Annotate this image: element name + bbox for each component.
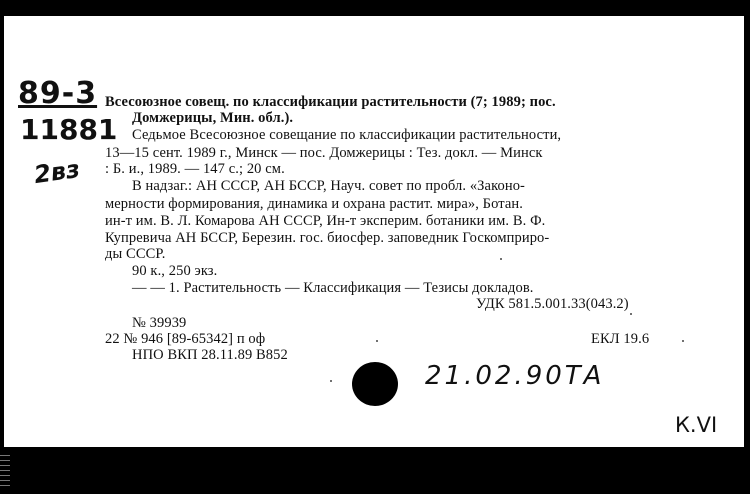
card-publisher-line: НПО ВКП 28.11.89 В852 bbox=[132, 347, 288, 363]
dust-speck bbox=[630, 313, 632, 315]
card-record-number: № 39939 bbox=[132, 315, 187, 331]
handwritten-scribble: 2вз bbox=[32, 154, 82, 190]
dust-speck bbox=[330, 380, 332, 382]
card-body-line: Купревича АН БССР, Березин. гос. биосфер. заповедник Госкомприро- bbox=[105, 230, 550, 246]
card-body-line: 13—15 сент. 1989 г., Минск — пос. Домжерицы : Тез. докл. — Минск bbox=[105, 145, 543, 161]
handwritten-corner-mark: К.VI bbox=[675, 413, 718, 437]
handwritten-date-note: 21.02.90ТА bbox=[425, 361, 605, 391]
card-body-line: ин-т им. В. Л. Комарова АН СССР, Ин-т эксперим. ботаники им. В. Ф. bbox=[105, 213, 546, 229]
handwritten-shelf-number: 89-3 bbox=[18, 76, 98, 111]
card-body-line: мерности формирования, динамика и охрана растит. мира», Ботан. bbox=[105, 196, 523, 212]
card-subject-tracing: — — 1. Растительность — Классификация — Тезисы докладов. bbox=[132, 280, 534, 296]
dust-speck bbox=[376, 340, 378, 342]
card-body-line: : Б. и., 1989. — 147 с.; 20 см. bbox=[105, 161, 285, 177]
card-ekl: ЕКЛ 19.6 bbox=[591, 331, 650, 347]
handwritten-inventory-number: 11881 bbox=[20, 113, 118, 146]
card-body-line: ды СССР. bbox=[105, 246, 166, 262]
card-body-line: В надзаг.: АН СССР, АН БССР, Науч. совет по пробл. «Законо- bbox=[132, 178, 525, 194]
scan-edge-ticks bbox=[0, 455, 10, 494]
card-heading-line-2: Домжерицы, Мин. обл.). bbox=[132, 110, 294, 126]
card-order-line: 22 № 946 [89-65342] п оф bbox=[105, 331, 266, 347]
card-udc: УДК 581.5.001.33(043.2) bbox=[476, 296, 629, 312]
card-body-line: Седьмое Всесоюзное совещание по классификации растительности, bbox=[132, 127, 562, 143]
punch-hole bbox=[352, 362, 398, 406]
card-price-copies: 90 к., 250 экз. bbox=[132, 263, 218, 279]
dust-speck bbox=[500, 258, 502, 260]
card-heading-line-1: Всесоюзное совещ. по классификации растительности (7; 1989; пос. bbox=[105, 94, 556, 110]
dust-speck bbox=[682, 340, 684, 342]
scan-border bbox=[0, 448, 750, 494]
